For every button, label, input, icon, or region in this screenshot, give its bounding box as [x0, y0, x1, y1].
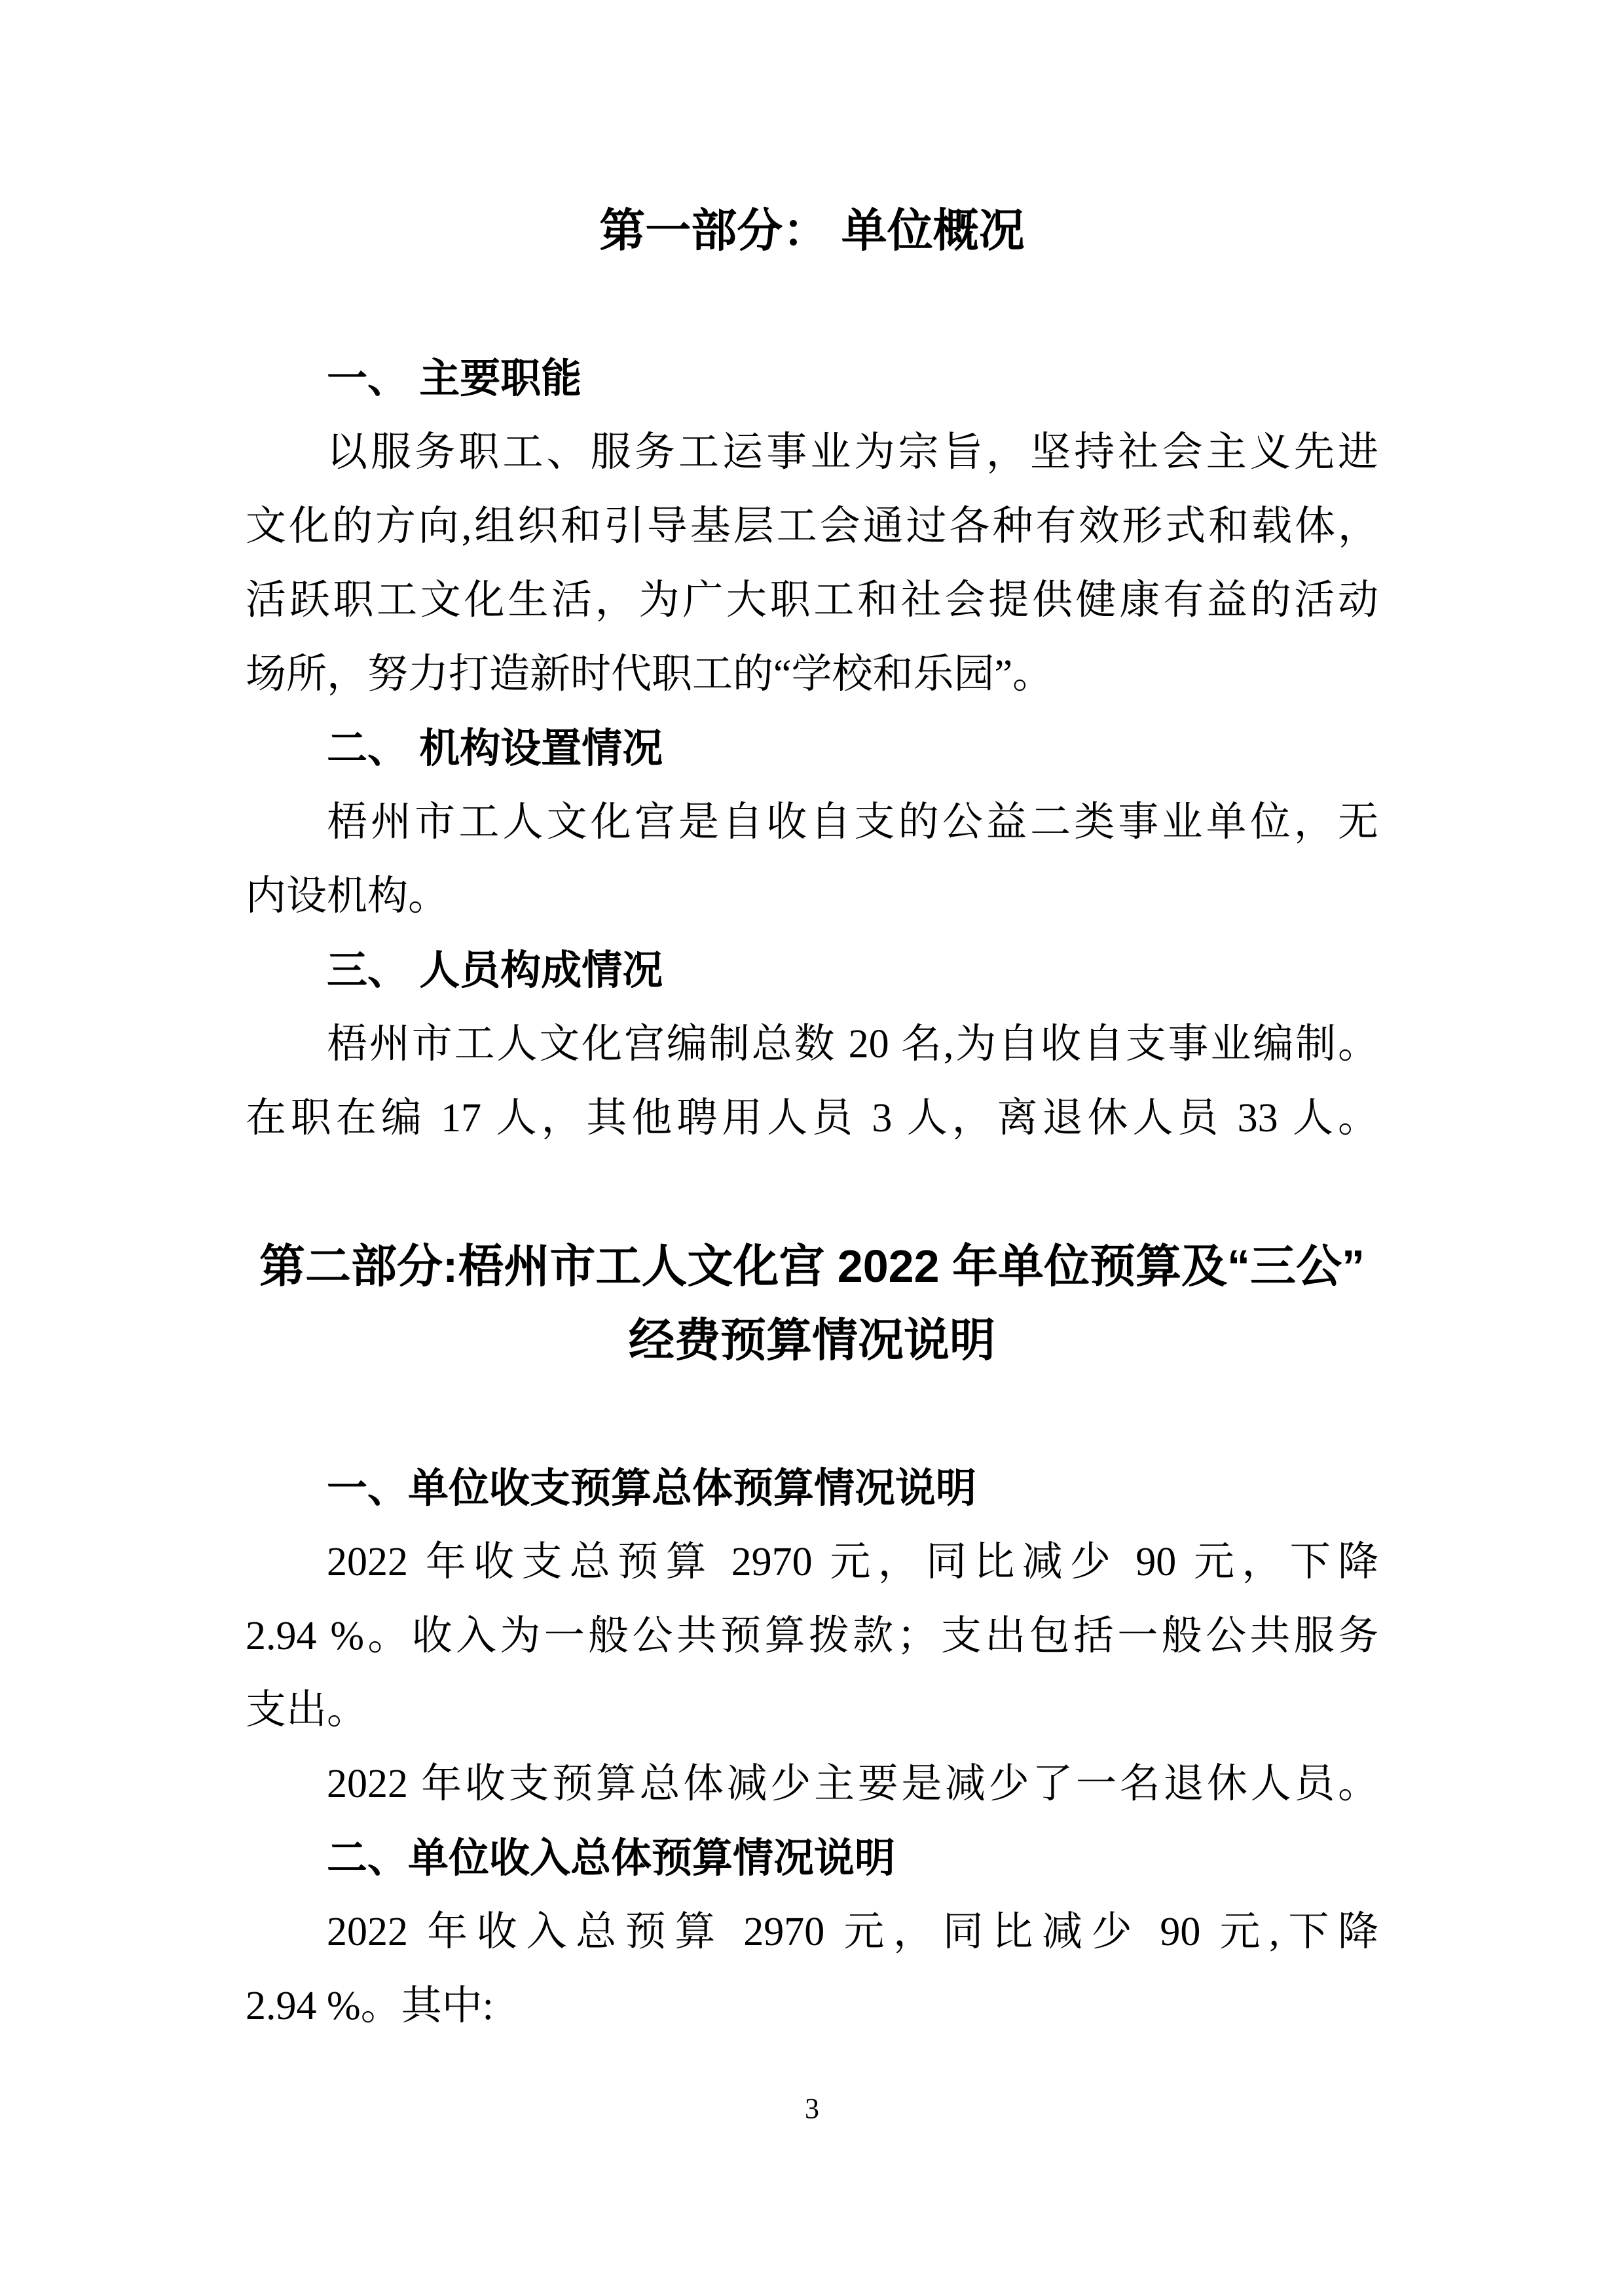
blank-line: [246, 268, 1378, 342]
page-number: 3: [805, 2092, 819, 2124]
section-heading-personnel: 三、 人员构成情况: [327, 948, 663, 993]
part1-title: 第一部分： 单位概况: [599, 205, 1025, 256]
body-line: 梧州市工人文化宫编制总数 20 名,为自收自支事业编制。: [327, 1022, 1378, 1066]
body-line: 支出。: [246, 1688, 368, 1732]
body-line: 文化的方向,组织和引导基层工会通过各种有效形式和载体，: [246, 504, 1378, 549]
body-line: 梧州市工人文化宫是自收自支的公益二类事业单位，无: [327, 800, 1378, 845]
section-heading-org-structure: 二、 机构设置情况: [327, 726, 663, 771]
body-line: 以服务职工、服务工运事业为宗旨，坚持社会主义先进: [327, 430, 1378, 475]
blank-line: [246, 1156, 1378, 1230]
section-heading-income-overview: 二、单位收入总体预算情况说明: [327, 1836, 896, 1881]
body-line: 2022 年收支预算总体减少主要是减少了一名退休人员。: [327, 1762, 1378, 1806]
body-line: 2.94 %。其中:: [246, 1984, 494, 2028]
body-line: 2022 年收入总预算 2970 元，同比减少 90 元,下降: [327, 1910, 1378, 1954]
section-heading-budget-overview: 一、单位收支预算总体预算情况说明: [327, 1466, 977, 1511]
body-line: 2.94 %。收入为一般公共预算拨款；支出包括一般公共服务: [246, 1614, 1378, 1658]
part2-title-line2: 经费预算情况说明: [629, 1315, 995, 1366]
body-line: 活跃职工文化生活，为广大职工和社会提供健康有益的活动: [246, 578, 1378, 623]
body-line: 2022 年收支总预算 2970 元，同比减少 90 元，下降: [327, 1540, 1378, 1584]
body-line: 场所，努力打造新时代职工的“学校和乐园”。: [246, 652, 1054, 697]
body-line: 内设机构。: [246, 874, 449, 919]
body-line: 在职在编 17 人，其他聘用人员 3 人，离退休人员 33 人。: [246, 1096, 1378, 1140]
section-heading-main-functions: 一、 主要职能: [327, 356, 582, 401]
part2-title-line1: 第二部分:梧州市工人文化宫 2022 年单位预算及“三公”: [259, 1241, 1365, 1292]
blank-line: [246, 1377, 1378, 1451]
